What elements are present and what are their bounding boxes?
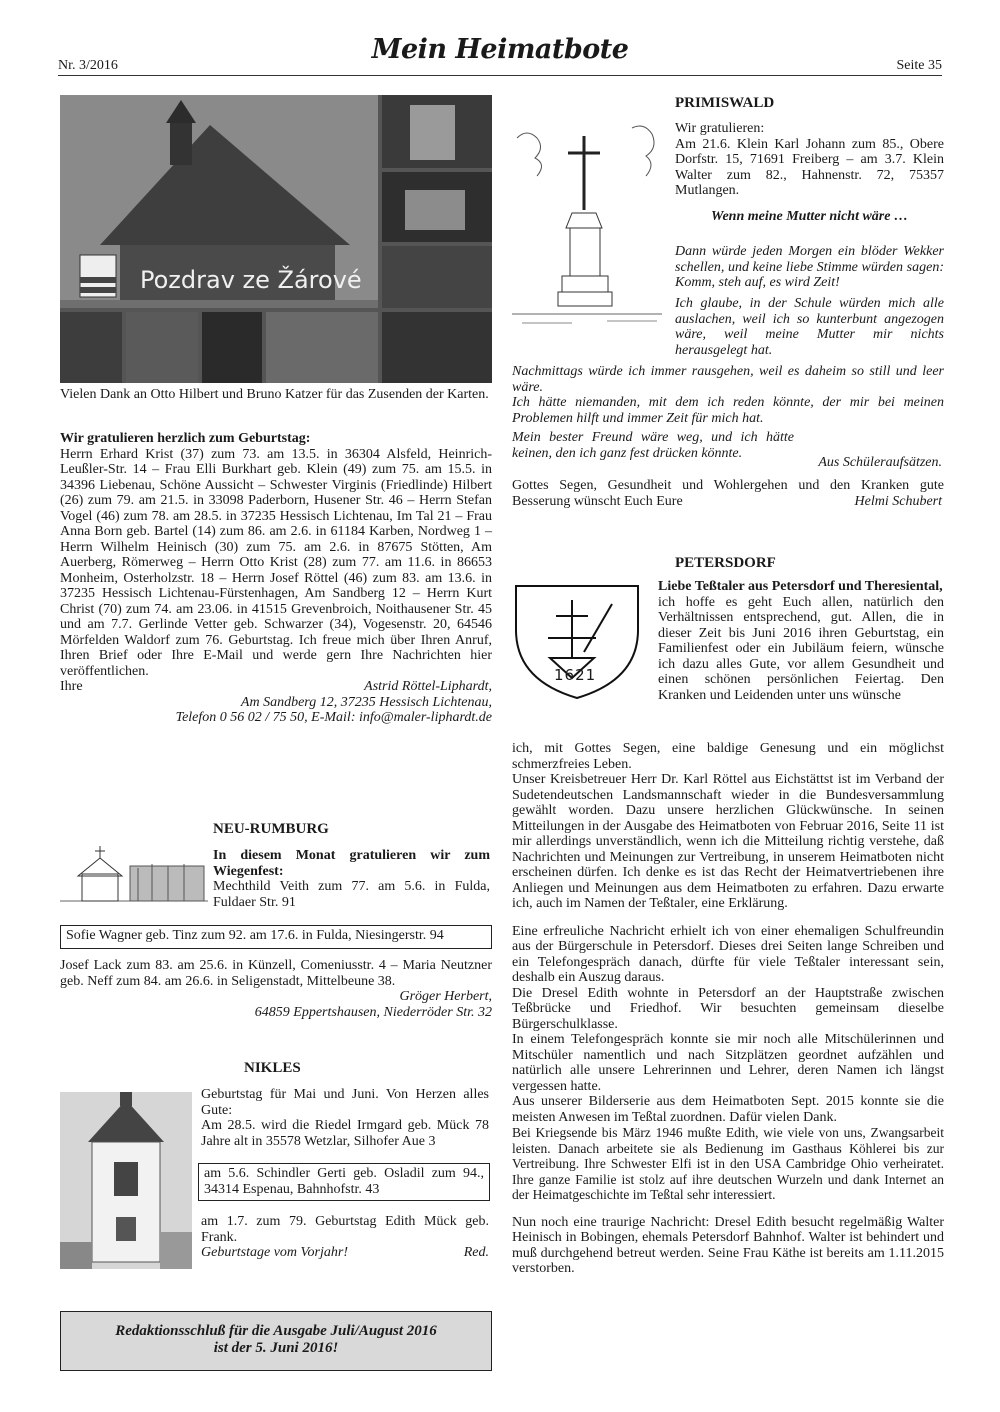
petersdorf-p5: In einem Telefongespräch konnte sie mir noch alle Mitschülerinnen und Mitschüler namentlich und nach Sitzplätzen geordnet aufzählen und natürlich alle unsere Lehrerinnen und Lehrer, deren Namen ich längst vergessen hatte.: [512, 1032, 944, 1094]
shield-year: 1621: [554, 666, 597, 684]
primiswald-poem-p1: Dann würde jeden Morgen ein blöder Wekker schellen, und keine liebe Stimme würden sagen: Komm, steh auf, es wird Zeit!: [675, 244, 944, 290]
primiswald-poem-p5: Mein bester Freund wäre weg, und ich hätte keinen, den ich ganz fest drücken könnte.: [512, 430, 794, 461]
issue-number: Nr. 3/2016: [58, 58, 118, 73]
primiswald-poem: [512, 296, 944, 461]
birthday-closing: Ihre: [60, 679, 83, 694]
neu-rumburg-boxed: Sofie Wagner geb. Tinz zum 92. am 17.6. in Fulda, Niesingerstr. 94: [60, 925, 492, 949]
nikles-body: [201, 1087, 489, 1149]
petersdorf-p2: Unser Kreisbetreuer Herr Dr. Karl Röttel aus Eichstättst ist im Verband der Sudetendeutschen Landsmannschaft wieder in die Bundesversammlung gewählt worden. Dazu unsere herzlichen Glückwünsche. In seinen Mitteilungen in der Ausgabe des Heimatboten von Februar 2016, Seite 11 ist mir allerdings unverständlich, wenn ich die Mitteilung richtig verstehe, daß Nachrichten und Meinungen zur Vertreibung, in unserem Heimatboten nicht erscheinen dürfen. Ich denke es ist das Recht der Heimatvertriebenen ihre Anliegen und Meinungen aus dem Heimatboten zu erfahren. Dazu erwarte ich, auch im Namen der Teßtaler, eine Erklärung.: [512, 772, 944, 911]
birthday-section: [60, 431, 492, 726]
neu-rumburg-line2: Josef Lack zum 83. am 25.6. in Künzell, Comeniusstr. 4 – Maria Neutzner geb. Neff zum 84. am 26.6. in Seligenstadt, Mittelbeune 38.: [60, 958, 492, 989]
primiswald-signature: Helmi Schubert: [854, 494, 942, 509]
nikles-more: [201, 1214, 489, 1261]
nikles-boxed: am 5.6. Schindler Gerti geb. Osladil zum 94., 34314 Espenau, Bahnhofstr. 43: [198, 1163, 490, 1201]
header-rule: [58, 75, 942, 76]
petersdorf-salutation: Liebe Teßtaler aus Petersdorf und Theresiental,: [658, 579, 943, 594]
neu-rumburg-more: [60, 958, 492, 1020]
primiswald-poem-p3: Nachmittags würde ich immer rausgehen, weil es daheim so still und leer wäre.: [512, 364, 944, 395]
nikles-intro: Geburtstag für Mai und Juni. Von Herzen alles Gute:: [201, 1087, 489, 1118]
birthday-signature-contact: Telefon 0 56 02 / 75 50, E-Mail: info@maler-liphardt.de: [175, 710, 492, 725]
petersdorf-p1b: ich, mit Gottes Segen, eine baldige Genesung und ein möglichst schmerzfreies Leben.: [512, 741, 944, 772]
primiswald-title: PRIMISWALD: [675, 95, 775, 111]
chapel-sketch-image: [60, 846, 208, 908]
petersdorf-p4: Die Dresel Edith wohnte in Petersdorf an der Hauptstraße zwischen Teßbrücke und Friedhof. Wir besuchten gemeinsam dieselbe Bürgerschulklasse.: [512, 985, 944, 1032]
petersdorf-title: PETERSDORF: [675, 555, 776, 571]
birthday-list: Herrn Erhard Krist (37) zum 73. am 13.5. in 36304 Alsfeld, Heinrich-Leußler-Str. 14 – Frau Elli Burkhart geb. Klein (49) zum 75. am 15.5. in 34396 Liebenau, Schöne Aussicht – Schwester Virginis (Friedlinde) Hilbert (26) zum 79. am 21.5. in 33098 Paderborn, Husener Str. 46 – Herrn Stefan Vogel (46) zum 78. am 28.5. in 37235 Hessisch Lichtenau, Im Tal 21 – Frau Anna Born geb. Bartel (14) zum 86. am 2.6. in 61184 Karben, Nordweg 1 – Herrn Wilhelm Heinisch (30) zum 75. am 2.6. in 87675 Stötten, Am Auerberg, Römerweg – Herrn Otto Krist (28) zum 77. am 11.6. in 86653 Monheim, Osterholzstr. 18 – Herrn Josef Röttel (46) zum 83. am 13.6. in 37235 Hessisch Lichtenau-Fürstenhagen, Am Sandberg 12 – Herrn Kurt Christ (70) zum 74. am 23.06. in 41515 Grevenbroich, Noithausener Str. 45 und am 7.7. Gerlinde Vetter geb. Schwarzer (34), Vogesenstr. 20, 64546 Mörfelden Waldorf zum 76. Geburtstag. Ich freue mich über Ihren Anruf, Ihren Brief oder Ihre E-Mail und werde gern Ihre Nachrichten hier veröffentlichen.: [60, 446, 492, 679]
deadline-line2: ist der 5. Juni 2016!: [213, 1340, 339, 1356]
primiswald-closing: Gottes Segen, Gesundheit und Wohlergehen und den Kranken gute Besserung wünscht Euch Eure: [512, 478, 944, 509]
primiswald-poem-p2: Ich glaube, in der Schule würden mich alle auslachen, weil ich so kunterbunt angezogen wäre, weil meine Mutter mir nichts herausgelegt hat.: [675, 296, 944, 358]
primiswald-poem-source: Aus Schüleraufsätzen.: [818, 455, 942, 470]
neu-rumburg-line1: Mechthild Veith zum 77. am 5.6. in Fulda, Fuldaer Str. 91: [213, 879, 490, 910]
deadline-box: [60, 1311, 492, 1371]
nikles-footer-red: Red.: [463, 1245, 489, 1260]
petersdorf-shield: [512, 582, 642, 702]
petersdorf-p1: ich hoffe es geht Euch allen, natürlich den Verhältnissen entsprechend, gut. Allen, die in dieser Zeit bis Juni 2016 ihren Geburtstag, ein Familienfest oder ein Jubiläum feiern, wünsche ich dazu alles Gute, vor allem Gesundheit und einen schönen persönlichen Feiertag. Den Kranken und Leidenden unter uns wünsche: [658, 594, 944, 703]
deadline-line1: Redaktionsschluß für die Ausgabe Juli/August 2016: [115, 1323, 437, 1339]
petersdorf-p6: Aus unserer Bilderserie aus dem Heimatboten Sept. 2015 konnte sie die meisten Anwesen im Teßtal zuordnen. Dafür vielen Dank.: [512, 1094, 944, 1125]
neu-rumburg-intro-block: [213, 848, 490, 910]
nikles-photo: [60, 1092, 192, 1269]
primiswald-greeting: Wir gratulieren:: [675, 121, 765, 136]
primiswald-text: Am 21.6. Klein Karl Johann zum 85., Obere Dorfstr. 15, 71691 Freiberg – am 3.7. Klein Walter zum 82., Hahnenstr. 72, 75357 Mutlangen.: [675, 136, 944, 198]
postcard-thanks: Vielen Dank an Otto Hilbert und Bruno Katzer für das Zusenden der Karten.: [60, 387, 489, 402]
primiswald-poem-p4: Ich hätte niemanden, mit dem ich reden könnte, der mir bei meinen Problemen hilft und immer Zeit für mich hat.: [512, 395, 944, 426]
birthday-heading: Wir gratulieren herzlich zum Geburtstag:: [60, 431, 311, 446]
neu-rumburg-sketch: [60, 846, 208, 908]
nikles-footer-note: Geburtstage vom Vorjahr!: [201, 1245, 348, 1260]
nikles-title: NIKLES: [244, 1060, 301, 1076]
coat-of-arms-image: [512, 582, 642, 702]
masthead-title: Mein Heimatbote: [371, 34, 629, 65]
postcard-caption: Pozdrav ze Žárové: [140, 266, 362, 294]
postcard-image: [60, 95, 492, 383]
neu-rumburg-sig-address: 64859 Eppertshausen, Niederröder Str. 32: [254, 1004, 492, 1020]
birthday-signature-name: Astrid Röttel-Liphardt,: [364, 679, 492, 694]
church-tower-image: [60, 1092, 192, 1269]
postcard-collage: [60, 95, 492, 383]
neu-rumburg-title: NEU-RUMBURG: [213, 821, 329, 837]
primiswald-poem-title: Wenn meine Mutter nicht wäre …: [711, 208, 908, 224]
petersdorf-intro: [658, 579, 944, 703]
primiswald-intro: [675, 121, 944, 224]
neu-rumburg-sig-name: Gröger Herbert,: [399, 989, 492, 1004]
petersdorf-body: [512, 741, 944, 1277]
nikles-line1: Am 28.5. wird die Riedel Irmgard geb. Mück 78 Jahre alt in 35578 Wetzlar, Silhofer Aue 3: [201, 1118, 489, 1149]
neu-rumburg-intro: In diesem Monat gratulieren wir zum Wiegenfest:: [213, 848, 490, 879]
petersdorf-p8: Nun noch eine traurige Nachricht: Dresel Edith besucht regelmäßig Walter Heinisch in Bobingen, ehemals Petersdorf Bahnhof. Walter ist behindert und muß durchgehend betreut werden. Seine Frau Käthe ist bereits am 1.11.2015 verstorben.: [512, 1214, 944, 1276]
page-number: Seite 35: [896, 58, 942, 73]
petersdorf-p7: Bei Kriegsende bis März 1946 mußte Edith, wie viele von uns, Zwangsarbeit leisten. Danach arbeitete sie als Bedienung im Gasthaus Köhlerei bis zur Vertreibung. Ihre Schwester Elfi ist in den USA Cambridge Ohio verheiratet. Ihre ganze Familie ist stolz auf ihre deutschen Wurzeln und dank Internet an der Heimatgeschichte im Teßtal sehr interessiert.: [512, 1125, 944, 1202]
birthday-signature-address: Am Sandberg 12, 37235 Hessisch Lichtenau,: [240, 694, 492, 710]
petersdorf-p3: Eine erfreuliche Nachricht erhielt ich von einer ehemaligen Schulfreundin aus der Bürgerschule in Petersdorf. Dieses drei Seiten lange Schreiben und ein Telefongespräch danach, dürfte für viele Teßtaler interessant sein, deshalb ein Auszug daraus.: [512, 923, 944, 985]
nikles-line2: am 1.7. zum 79. Geburtstag Edith Mück geb. Frank.: [201, 1214, 489, 1245]
